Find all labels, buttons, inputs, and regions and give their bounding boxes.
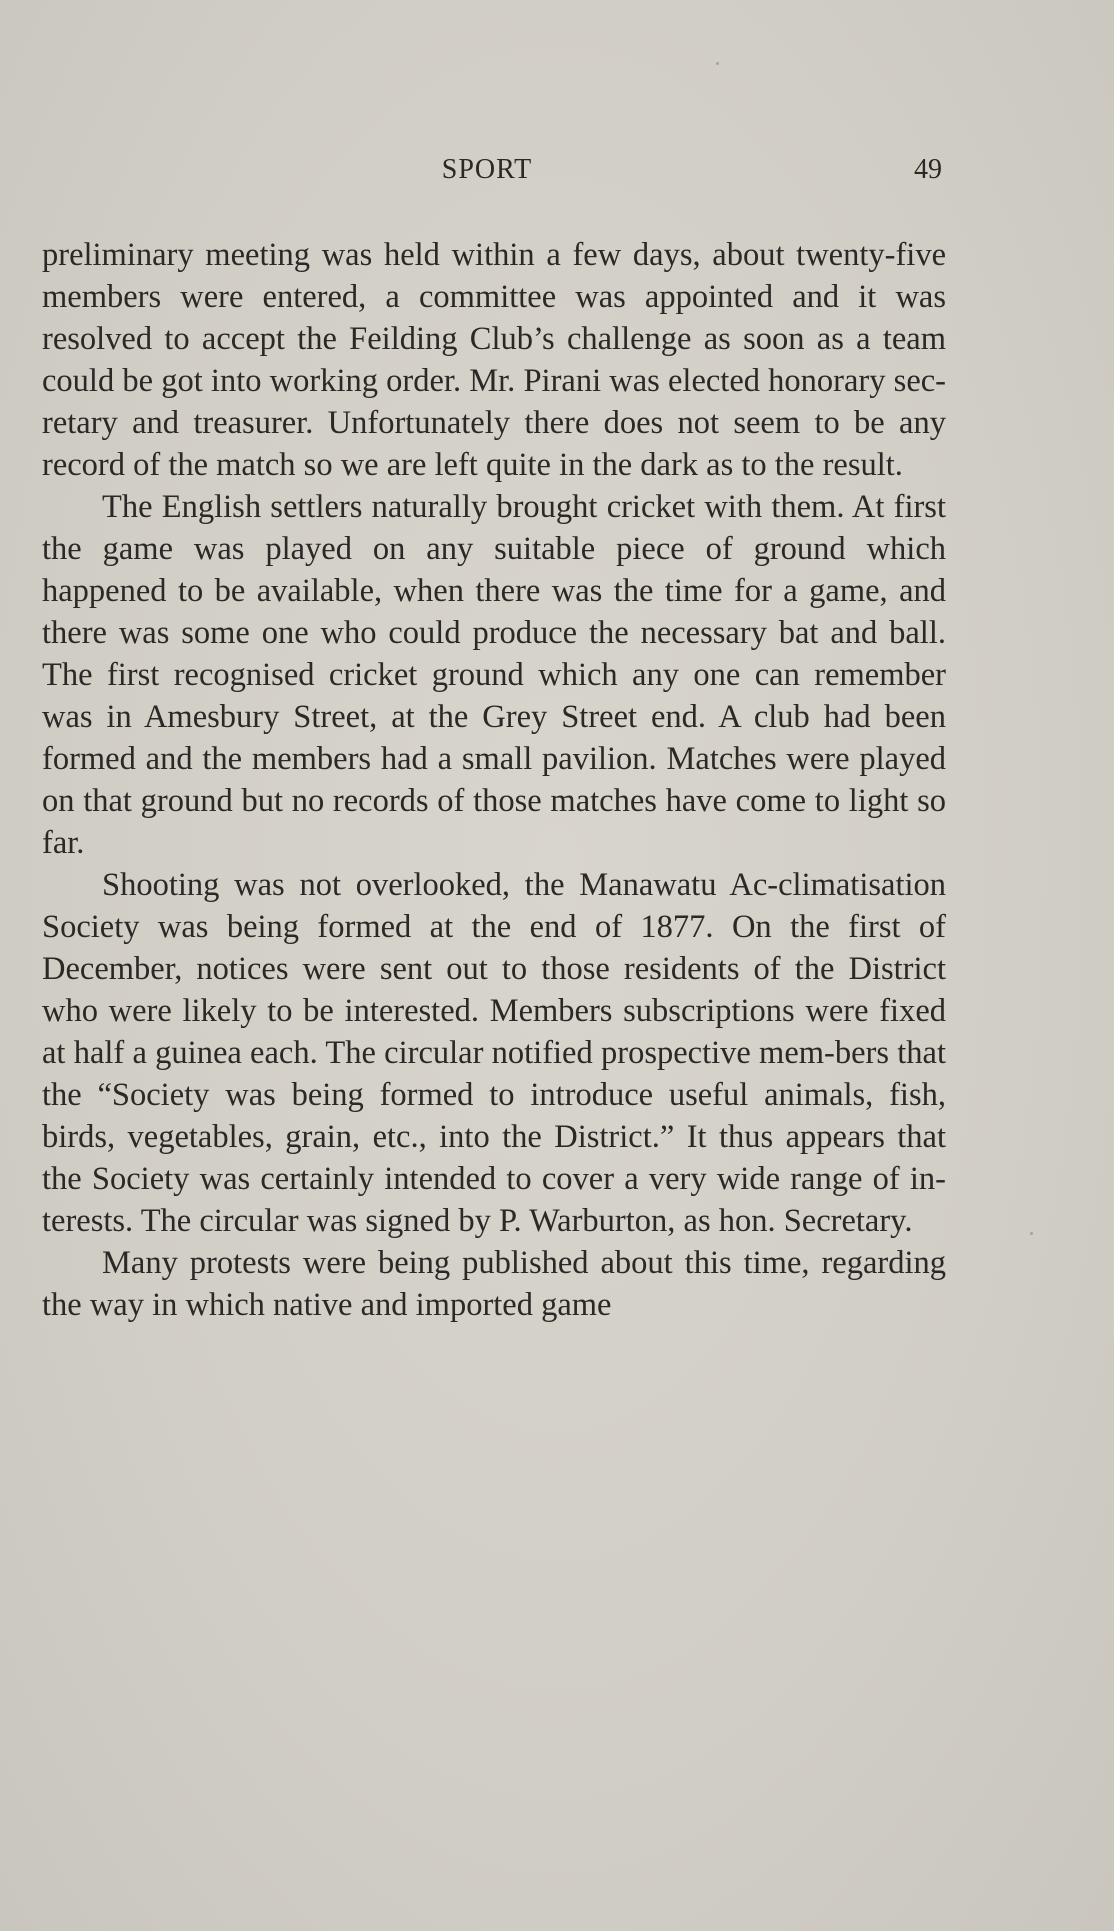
- paper-speck: [1030, 1232, 1033, 1235]
- paragraph-protests: Many protests were being published about this time, regarding the way in which native and imported game: [42, 1245, 946, 1323]
- paragraph-shooting: Shooting was not overlooked, the Manawatu Ac-climatisation Society was being formed at the end of 1877. On the first of December, notices were sent out to those residents of the District who were likely to be interested. Members subscriptions were fixed at half a guinea each. The circular notified prospective mem-bers that the “Society was being formed to introduce useful animals, fish, birds, vegetables, grain, etc., into the District.” It thus appears that the Society was certainly intended to cover a very wide range of in-terests. The circular was signed by P. Warburton, as hon. Secretary.: [42, 867, 946, 1239]
- paragraph-meeting: preliminary meeting was held within a few days, about twenty-five members were entered, a committee was appointed and it was resolved to accept the Feilding Club’s challenge as soon as a team could be got into working order. Mr. Pirani was elected honorary sec-retary and treasurer. Unfortunately there does not seem to be any record of the match so we are left quite in the dark as to the result.: [42, 237, 946, 483]
- chapter-title: SPORT: [441, 154, 533, 185]
- page-number: 49: [914, 154, 942, 185]
- paragraph-cricket: The English settlers naturally brought cricket with them. At first the game was played on any suitable piece of ground which happened to be available, when there was the time for a game, and there was some one who could produce the necessary bat and ball. The first recognised cricket ground which any one can remember was in Amesbury Street, at the Grey Street end. A club had been formed and the members had a small pavilion. Matches were played on that ground but no records of those matches have come to light so far.: [42, 489, 946, 861]
- paper-speck: [716, 62, 719, 65]
- body-text: [42, 234, 946, 1326]
- running-head: [0, 150, 1114, 190]
